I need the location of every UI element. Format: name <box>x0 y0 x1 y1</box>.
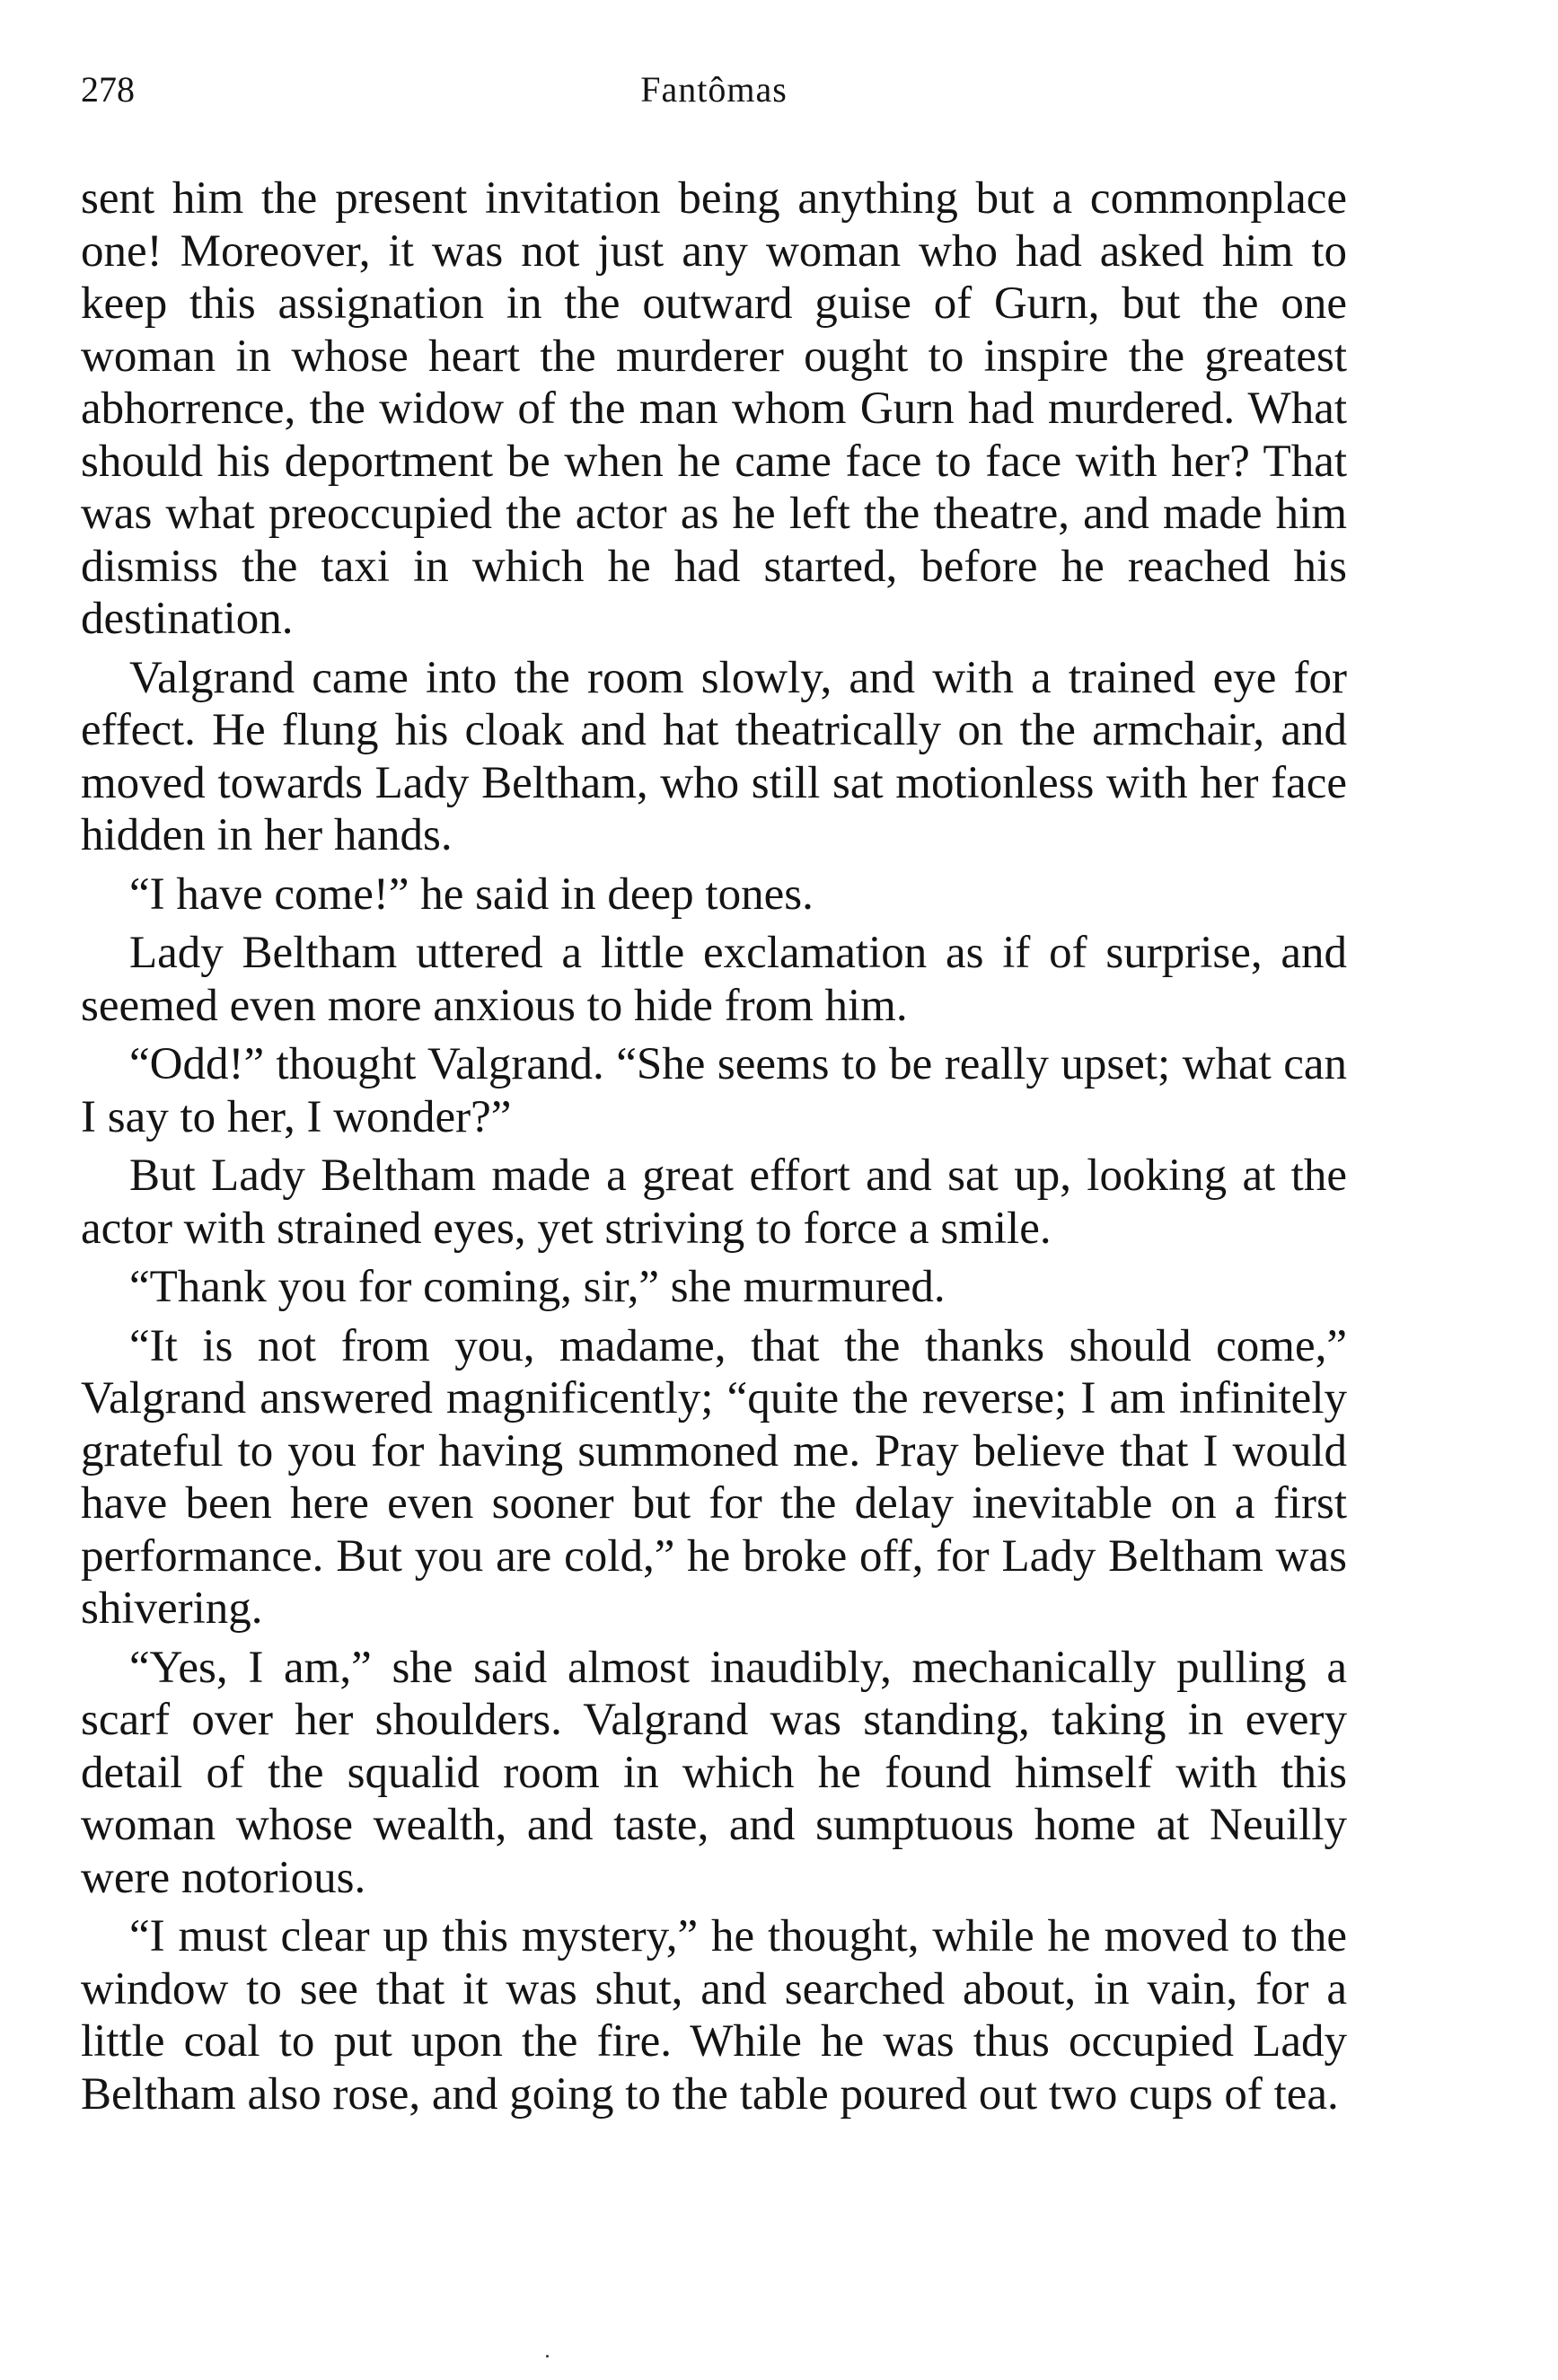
page-number: 278 <box>81 69 135 110</box>
body-text <box>81 172 1347 2120</box>
running-title: Fantômas <box>640 69 788 110</box>
paragraph: sent him the present invitation being anything but a commonplace one! Moreover, it was not just any woman who had asked him to keep this assignation in the outward guise of Gurn, but the one woman in whose heart the murderer ought to inspire the greatest abhorrence, the widow of the man whom Gurn had murdered. What should his deportment be when he came face to face with her? That was what preoccupied the actor as he left the theatre, and made him dismiss the taxi in which he had started, before he reached his destination. <box>81 173 1347 644</box>
paragraph: “Thank you for coming, sir,” she murmured. <box>129 1262 946 1312</box>
paragraph: “It is not from you, madame, that the thanks should come,” Valgrand answered magnificently; “quite the reverse; I am infinitely grateful to you for having summoned me. Pray believe that I would have been here even sooner but for the delay inevitable on a first performance. But you are cold,” he broke off, for Lady Beltham was shivering. <box>81 1320 1347 1634</box>
scan-speck <box>546 2355 549 2358</box>
paragraph: “Odd!” thought Valgrand. “She seems to be really upset; what can I say to her, I wonder?” <box>81 1039 1347 1142</box>
paragraph: “I must clear up this mystery,” he thought, while he moved to the window to see that it was shut, and searched about, in vain, for a little coal to put upon the fire. While he was thus occupied Lady Beltham also rose, and going to the table poured out two cups of tea. <box>81 1911 1347 2120</box>
paragraph: Valgrand came into the room slowly, and with a trained eye for effect. He flung his cloak and hat theatrically on the armchair, and moved towards Lady Beltham, who still sat motionless with her face hidden in her hands. <box>81 652 1347 860</box>
paragraph: But Lady Beltham made a great effort and sat up, looking at the actor with strained eyes, yet striving to force a smile. <box>81 1150 1347 1254</box>
page-header <box>81 63 1347 117</box>
paragraph: “I have come!” he said in deep tones. <box>129 868 814 920</box>
paragraph: “Yes, I am,” she said almost inaudibly, mechanically pulling a scarf over her shoulders. Valgrand was standing, taking in every detail of the squalid room in which he found himself with this woman whose wealth, and taste, and sumptuous home at Neuilly were notorious. <box>81 1642 1347 1903</box>
paragraph: Lady Beltham uttered a little exclamation as if of surprise, and seemed even more anxious to hide from him. <box>81 928 1347 1031</box>
